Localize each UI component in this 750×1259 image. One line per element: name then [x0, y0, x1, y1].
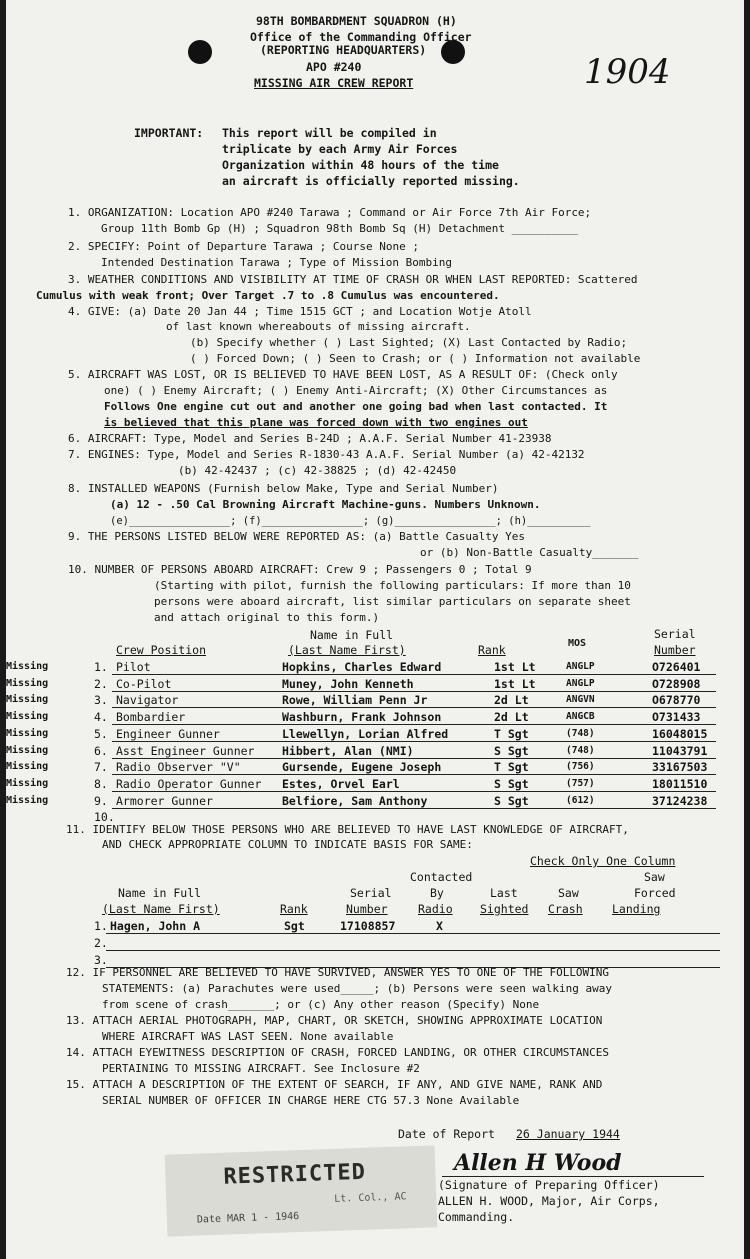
- item-11-h-sighted: Sighted: [480, 902, 529, 916]
- item-2-destination: Intended Destination Tarawa ; Type of Mission Bombing: [101, 256, 452, 269]
- punch-hole-left: [188, 40, 212, 64]
- crew-number: 3.: [94, 693, 108, 708]
- item-3-weather: 3. WEATHER CONDITIONS AND VISIBILITY AT TIME OF CRASH OR WHEN LAST REPORTED: Scattered: [68, 273, 638, 286]
- crew-position: Armorer Gunner: [116, 793, 213, 808]
- item-4-whereabouts: of last known whereabouts of missing aircraft.: [166, 320, 471, 333]
- crew-mos: ANGLP: [566, 677, 595, 689]
- important-line-3: Organization within 48 hours of the time: [222, 158, 499, 172]
- squadron-header: 98TH BOMBARDMENT SQUADRON (H): [256, 14, 457, 28]
- crew-number: 5.: [94, 726, 108, 741]
- crew-serial: O731433: [652, 710, 701, 725]
- item-11-h-lastname: (Last Name First): [102, 902, 220, 916]
- crew-serial: 16048015: [652, 726, 708, 741]
- item-14-eyewitness: 14. ATTACH EYEWITNESS DESCRIPTION OF CRASH, FORCED LANDING, OR OTHER CIRCUMSTANCES: [66, 1046, 610, 1059]
- crew-rank: 1st Lt: [494, 676, 536, 691]
- crew-serial: 18011510: [652, 776, 708, 791]
- crew-position: Pilot: [116, 660, 151, 674]
- item-4-specify: (b) Specify whether ( ) Last Sighted; (X) Last Contacted by Radio;: [190, 336, 628, 349]
- crew-rank: S Sgt: [494, 793, 529, 808]
- restricted-stamp: [165, 1145, 438, 1236]
- item-12-survived: 12. IF PERSONNEL ARE BELIEVED TO HAVE SURVIVED, ANSWER YES TO ONE OF THE FOLLOWING: [66, 966, 610, 979]
- crew-header-number: Number: [654, 643, 696, 657]
- crew-mos: ANGCB: [566, 711, 595, 723]
- item-11-h-rank: Rank: [280, 902, 308, 916]
- item-12-statements: STATEMENTS: (a) Parachutes were used_____; (b) Persons were seen walking away: [102, 982, 612, 995]
- crew-status: Missing: [6, 761, 49, 773]
- crew-mos: (748): [566, 744, 595, 756]
- crew-mos: ANGVN: [566, 694, 595, 706]
- item-5-believed: is believed that this plane was forced down with two engines out: [104, 416, 528, 429]
- crew-header-position: Crew Position: [116, 643, 207, 657]
- stamp-date: Date MAR 1 - 1946: [196, 1211, 300, 1226]
- item-12-scene: from scene of crash_______; or (c) Any other reason (Specify) None: [102, 998, 540, 1011]
- crew-rank: T Sgt: [494, 726, 529, 741]
- crew-mos: (748): [566, 727, 595, 739]
- crew-serial: 33167503: [652, 760, 708, 775]
- crew-status: Missing: [6, 661, 49, 672]
- item-1-organization: 1. ORGANIZATION: Location APO #240 Tarawa ; Command or Air Force 7th Air Force;: [68, 206, 592, 219]
- crew-rank: 1st Lt: [494, 660, 536, 674]
- crew-serial: 11043791: [652, 743, 708, 758]
- crew-name: Hibbert, Alan (NMI): [282, 743, 414, 758]
- item-11-h-saw: Saw: [644, 870, 665, 884]
- stamp-restricted: RESTRICTED: [223, 1159, 367, 1190]
- crew-number: 8.: [94, 776, 108, 791]
- crew-name: Hopkins, Charles Edward: [282, 660, 442, 674]
- document-page: [6, 0, 744, 1259]
- crew-name: Washburn, Frank Johnson: [282, 710, 442, 725]
- crew-position: Asst Engineer Gunner: [116, 743, 255, 758]
- item-13-photograph: 13. ATTACH AERIAL PHOTOGRAPH, MAP, CHART, OR SKETCH, SHOWING APPROXIMATE LOCATION: [66, 1014, 603, 1027]
- signature: Allen H Wood: [454, 1150, 622, 1176]
- item-13-last-seen: WHERE AIRCRAFT WAS LAST SEEN. None available: [102, 1030, 394, 1043]
- crew-header-lastname: (Last Name First): [288, 643, 406, 657]
- crew-position: Engineer Gunner: [116, 726, 220, 741]
- item-11-row-1-radio: X: [436, 919, 443, 933]
- crew-position: Co-Pilot: [116, 676, 172, 691]
- crew-status: Missing: [6, 794, 49, 806]
- item-11-h-by: By: [430, 886, 444, 900]
- item-11-h-crash: Crash: [548, 902, 583, 916]
- item-8-weapons: 8. INSTALLED WEAPONS (Furnish below Make, Type and Serial Number): [68, 482, 499, 495]
- item-11-h-forced: Forced: [634, 886, 676, 900]
- crew-name: Muney, John Kenneth: [282, 676, 414, 691]
- reporting-header: (REPORTING HEADQUARTERS): [260, 43, 427, 57]
- crew-header-serial: Serial: [654, 627, 696, 641]
- crew-serial: O726401: [652, 660, 701, 674]
- office-header: Office of the Commanding Officer: [250, 30, 472, 44]
- item-11-check: AND CHECK APPROPRIATE COLUMN TO INDICATE BASIS FOR SAME:: [102, 838, 473, 851]
- officer-title: Commanding.: [438, 1210, 515, 1224]
- item-2-departure: 2. SPECIFY: Point of Departure Tarawa ; Course None ;: [68, 240, 419, 253]
- crew-number: 9.: [94, 793, 108, 808]
- item-11-identify: 11. IDENTIFY BELOW THOSE PERSONS WHO ARE BELIEVED TO HAVE LAST KNOWLEDGE OF AIRCRAFT,: [66, 823, 629, 836]
- crew-position: Radio Observer "V": [116, 760, 241, 775]
- item-11-row-1-name: Hagen, John A: [110, 919, 201, 933]
- item-11-row-2-line: [106, 950, 720, 951]
- crew-mos: (756): [566, 761, 595, 773]
- stamp-col: Lt. Col., AC: [334, 1191, 407, 1205]
- crew-header-name: Name in Full: [310, 628, 394, 642]
- item-7-engine-serials: (b) 42-42437 ; (c) 42-38825 ; (d) 42-42450: [178, 464, 457, 477]
- item-15-officer: SERIAL NUMBER OF OFFICER IN CHARGE HERE CTG 57.3 None Available: [102, 1094, 520, 1107]
- item-11-row-2-num: 2.: [94, 936, 108, 950]
- item-8-weapons-blank: (e)________________; (f)________________; (g)________________; (h)__________: [110, 515, 591, 527]
- crew-number: 10.: [94, 810, 115, 825]
- crew-serial: 37124238: [652, 793, 708, 808]
- crew-row: [6, 743, 744, 759]
- crew-mos: (612): [566, 794, 595, 806]
- item-3-weather-detail: Cumulus with weak front; Over Target .7 to .8 Cumulus was encountered.: [36, 289, 500, 302]
- item-10-persons: persons were aboard aircraft, list similar particulars on separate sheet: [154, 595, 631, 608]
- item-15-search: 15. ATTACH A DESCRIPTION OF THE EXTENT OF SEARCH, IF ANY, AND GIVE NAME, RANK AND: [66, 1078, 603, 1091]
- item-11-row-1-serial: 17108857: [340, 919, 396, 933]
- crew-mos: ANGLP: [566, 661, 595, 672]
- item-11-h-landing: Landing: [612, 902, 661, 916]
- crew-row: [6, 659, 744, 675]
- important-label: IMPORTANT:: [134, 126, 204, 140]
- signature-line: [442, 1176, 704, 1177]
- item-11-row-1-rank: Sgt: [284, 919, 305, 933]
- crew-status: Missing: [6, 727, 49, 739]
- crew-status: Missing: [6, 744, 49, 756]
- crew-header-rank: Rank: [478, 643, 506, 657]
- item-9-persons: 9. THE PERSONS LISTED BELOW WERE REPORTED AS: (a) Battle Casualty Yes: [68, 530, 525, 543]
- date-of-report-value: 26 January 1944: [516, 1127, 620, 1141]
- crew-row: [6, 726, 744, 742]
- crew-rank: S Sgt: [494, 776, 529, 791]
- crew-status: Missing: [6, 777, 49, 789]
- date-of-report-label: Date of Report: [398, 1127, 495, 1141]
- important-line-2: triplicate by each Army Air Forces: [222, 142, 458, 156]
- crew-rank: 2d Lt: [494, 693, 529, 708]
- crew-serial: O728908: [652, 676, 701, 691]
- item-11-h-radio: Radio: [418, 902, 453, 916]
- important-line-1: This report will be compiled in: [222, 126, 437, 140]
- item-7-engines: 7. ENGINES: Type, Model and Series R-1830-43 A.A.F. Serial Number (a) 42-42132: [68, 448, 585, 461]
- crew-rank: 2d Lt: [494, 710, 529, 725]
- crew-rank: T Sgt: [494, 760, 529, 775]
- crew-row: [6, 776, 744, 792]
- crew-position: Navigator: [116, 693, 179, 708]
- crew-name: Rowe, William Penn Jr: [282, 693, 428, 708]
- crew-row: [6, 676, 744, 692]
- crew-serial: O678770: [652, 693, 701, 708]
- crew-row: [6, 709, 744, 725]
- item-5-lost: 5. AIRCRAFT WAS LOST, OR IS BELIEVED TO HAVE BEEN LOST, AS A RESULT OF: (Check only: [68, 368, 618, 381]
- crew-status: Missing: [6, 694, 49, 706]
- item-5-follows: Follows One engine cut out and another one going bad when last contacted. It: [104, 400, 608, 413]
- crew-number: 4.: [94, 710, 108, 725]
- crew-position: Radio Operator Gunner: [116, 776, 262, 791]
- item-11-row-3-num: 3.: [94, 953, 108, 967]
- important-line-4: an aircraft is officially reported missing.: [222, 174, 520, 188]
- item-10-attach: and attach original to this form.): [154, 611, 380, 624]
- apo-header: APO #240: [306, 60, 362, 74]
- crew-name: Gursende, Eugene Joseph: [282, 760, 442, 775]
- item-11-h-number: Number: [346, 902, 388, 916]
- crew-rank: S Sgt: [494, 743, 529, 758]
- crew-row: [6, 692, 744, 708]
- officer-name: ALLEN H. WOOD, Major, Air Corps,: [438, 1194, 660, 1208]
- item-11-h-sawc: Saw: [558, 886, 579, 900]
- crew-name: Llewellyn, Lorian Alfred: [282, 726, 449, 741]
- item-4-forced: ( ) Forced Down; ( ) Seen to Crash; or ( ) Information not available: [190, 352, 641, 365]
- crew-name: Estes, Orvel Earl: [282, 776, 400, 791]
- item-9-non-battle: or (b) Non-Battle Casualty_______: [420, 546, 639, 559]
- crew-mos: (757): [566, 777, 595, 789]
- crew-row: [6, 759, 744, 775]
- crew-position: Bombardier: [116, 710, 186, 725]
- signature-label: (Signature of Preparing Officer): [438, 1178, 660, 1192]
- item-8-weapons-a: (a) 12 - .50 Cal Browning Aircraft Machine-guns. Numbers Unknown.: [110, 498, 541, 511]
- item-6-aircraft: 6. AIRCRAFT: Type, Model and Series B-24D ; A.A.F. Serial Number 41-23938: [68, 432, 552, 445]
- crew-name: Belfiore, Sam Anthony: [282, 793, 428, 808]
- crew-status: Missing: [6, 677, 49, 689]
- crew-status: Missing: [6, 711, 49, 723]
- item-11-row-1-line: [106, 933, 720, 934]
- page-title: MISSING AIR CREW REPORT: [254, 76, 414, 90]
- item-10-starting: (Starting with pilot, furnish the following particulars: If more than 10: [154, 579, 631, 592]
- crew-row: [6, 793, 744, 809]
- item-5-enemy: one) ( ) Enemy Aircraft; ( ) Enemy Anti-Aircraft; (X) Other Circumstances as: [104, 384, 608, 397]
- item-11-h-serial: Serial: [350, 886, 392, 900]
- crew-number: 6.: [94, 743, 108, 758]
- handwritten-number: 1904: [584, 52, 671, 92]
- item-11-check-only: Check Only One Column: [530, 854, 676, 868]
- item-4-give: 4. GIVE: (a) Date 20 Jan 44 ; Time 1515 GCT ; and Location Wotje Atoll: [68, 305, 532, 318]
- item-1-group: Group 11th Bomb Gp (H) ; Squadron 98th Bomb Sq (H) Detachment __________: [101, 222, 578, 235]
- item-11-h-last: Last: [490, 886, 518, 900]
- item-11-h-contacted: Contacted: [410, 870, 473, 884]
- item-14-pertaining: PERTAINING TO MISSING AIRCRAFT. See Inclosure #2: [102, 1062, 420, 1075]
- item-10-aboard: 10. NUMBER OF PERSONS ABOARD AIRCRAFT: Crew 9 ; Passengers 0 ; Total 9: [68, 563, 532, 576]
- crew-number: 1.: [94, 660, 108, 674]
- crew-number: 7.: [94, 760, 108, 775]
- item-11-row-1-num: 1.: [94, 919, 108, 933]
- crew-header-mos: MOS: [568, 638, 587, 649]
- item-11-h-name: Name in Full: [118, 886, 202, 900]
- crew-number: 2.: [94, 676, 108, 691]
